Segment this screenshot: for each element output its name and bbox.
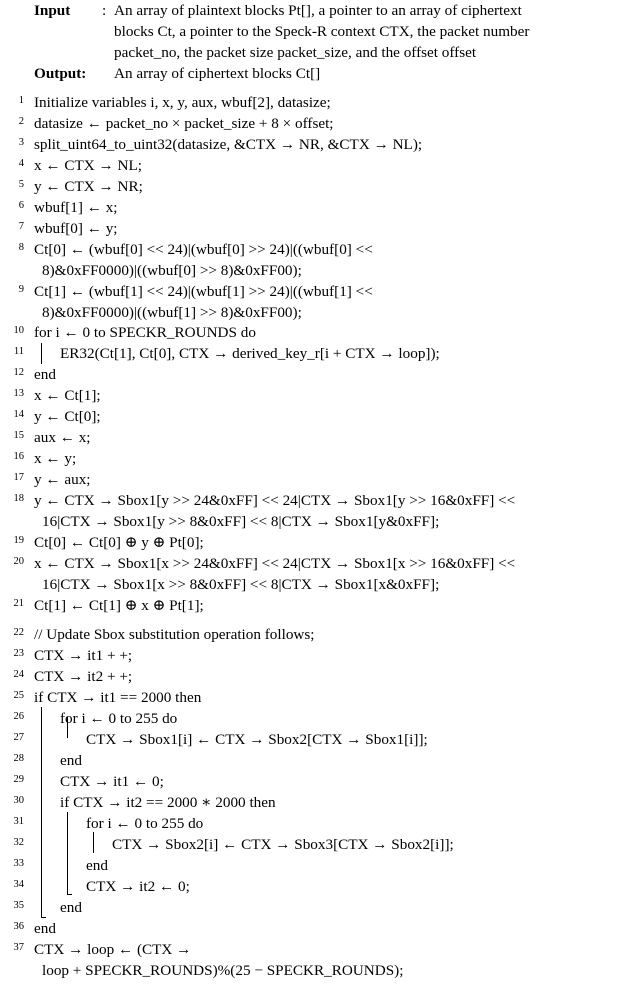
line-number: 5 [18, 179, 24, 190]
line-text: aux ← x; [34, 429, 91, 446]
output-label: Output: [34, 65, 87, 82]
line-text: x ← y; [34, 450, 77, 467]
line-number: 33 [13, 858, 24, 869]
line-text: end [34, 366, 56, 383]
algorithm-line [0, 448, 624, 469]
line-number: 35 [13, 900, 24, 911]
inner-if-block-bar [67, 812, 68, 894]
algorithm-line [0, 218, 624, 239]
line-number: 31 [13, 816, 24, 827]
algorithm-line [0, 176, 624, 197]
line-number: 25 [13, 690, 24, 701]
line-text: end [60, 899, 82, 916]
algorithm-line [0, 750, 624, 771]
algorithm-line [0, 960, 624, 981]
line-number: 3 [18, 137, 24, 148]
line-text: loop + SPECKR_ROUNDS)%(25 − SPECKR_ROUNDS); [42, 962, 404, 979]
line-text: CTX → Sbox2[i] ← CTX → Sbox3[CTX → Sbox2[i]]; [112, 836, 454, 853]
algorithm-line [0, 343, 624, 364]
line-text: split_uint64_to_uint32(datasize, &CTX → NR, &CTX → NL); [34, 136, 423, 153]
algorithm-line [0, 490, 624, 511]
algorithm-line [0, 792, 624, 813]
line-number: 11 [13, 346, 24, 357]
algorithm-figure: Input : An array of plaintext blocks Pt[], a pointer to an array of ciphertext blocks Ct, a pointer to the Speck-R context CTX, the packet number packet_no, the packet size packet_size, and the offset offset Output: An array of ciphertext blocks Ct[] 1 Initialize variables i, x, y, aux, wbuf[2], datasize; 2 datasize ← packet_no × packet_size + 8 × offset; 3 split_uint64_to_uint32(datasize, &CTX → NR, &CTX → NL); 4 x ← CTX → NL; 5 y ← CTX → NR; 6 wbuf[1] ← x; 7 wbuf[0] ← y; 8 Ct[0] ← (wbuf[0] << 24)|(wbuf[0] >> 24)|((wbuf[0] << 8)&0xFF0000)|((wbuf[0] >> 8)&0xFF00); 9 Ct[1] ← (wbuf[1] << 24)|(wbuf[1] >> 24)|((wbuf[1] << 8)&0xFF0000)|((wbuf[1] >> 8)&0xFF00); 10 for i ← 0 to SPECKR_ROUNDS do 11 ER32(Ct[1], Ct[0], CTX → derived_key_r[i + CTX → loop]); 12 end 13 x ← Ct[1]; 14 y ← Ct[0]; 15 aux ← x; 16 x ← y; 17 y ← aux; 18 y ← CTX → Sbox1[y >> 24&0xFF] << 24|CTX → Sbox1[y >> 16&0xFF] << 16|CTX → Sbox1[y >> 8&0xFF] << 8|CTX → Sbox1[y&0xFF]; 19 Ct[0] ← Ct[0] ⊕ y ⊕ Pt[0]; 20 x ← CTX → Sbox1[x >> 24&0xFF] << 24|CTX → Sbox1[x >> 16&0xFF] << 16|CTX → Sbox1[x >> 8&0xFF] << 8|CTX → Sbox1[x&0xFF]; 21 Ct[1] ← Ct[1] ⊕ x ⊕ Pt[1]; 22 // Update Sbox substitution operation follows; 23 CTX → it1 + +; 24 CTX → it2 + +; 25 if CTX → it1 == 2000 then 26 for i ← 0 to 255 do 27 CTX → Sbox1[i] ← CTX → Sbox2[CTX → Sbox1[i]]; 28 end 29 CTX → it1 ← 0; 30 if CTX → it2 == 2000 ∗ 2000 then 31 for i ← 0 to 255 do 32 CTX → Sbox2[i] ← CTX → Sbox3[CTX → Sbox2[i]]; 33 end 34 CTX → it2 ← 0; 35 end 36 end 37 CTX → loop ← (CTX → loop + SPECKR_ROUNDS)%(25 − SPECKR_ROUNDS); [0, 0, 624, 985]
line-text: end [60, 752, 82, 769]
algorithm-line [0, 771, 624, 792]
line-number: 21 [13, 598, 24, 609]
line-text: Ct[0] ← (wbuf[0] << 24)|(wbuf[0] >> 24)|((wbuf[0] << [34, 241, 373, 258]
input-text-line-3: packet_no, the packet size packet_size, and the offset offset [114, 43, 477, 61]
input-text-line-2: blocks Ct, a pointer to the Speck-R context CTX, the packet number [114, 22, 530, 40]
algorithm-line [0, 666, 624, 687]
algorithm-line [0, 511, 624, 532]
line-text: CTX → it2 + +; [34, 668, 133, 685]
line-number: 24 [13, 669, 24, 680]
line-text: Ct[0] ← Ct[0] ⊕ y ⊕ Pt[0]; [34, 534, 204, 551]
inner-for-block-bar-1 [67, 717, 68, 738]
line-text: Ct[1] ← (wbuf[1] << 24)|(wbuf[1] >> 24)|((wbuf[1] << [34, 283, 373, 300]
algorithm-line [0, 92, 624, 113]
line-text: Ct[1] ← Ct[1] ⊕ x ⊕ Pt[1]; [34, 597, 204, 614]
line-text: ER32(Ct[1], Ct[0], CTX → derived_key_r[i + CTX → loop]); [60, 345, 440, 362]
line-number: 6 [18, 200, 24, 211]
line-number: 7 [18, 221, 24, 232]
line-number: 28 [13, 753, 24, 764]
line-text: x ← CTX → Sbox1[x >> 24&0xFF] << 24|CTX → Sbox1[x >> 16&0xFF] << [34, 555, 516, 572]
line-number: 4 [18, 158, 24, 169]
algorithm-line [0, 197, 624, 218]
line-text: 16|CTX → Sbox1[x >> 8&0xFF] << 8|CTX → Sbox1[x&0xFF]; [42, 576, 440, 593]
line-text: x ← CTX → NL; [34, 157, 142, 174]
line-number: 19 [13, 535, 24, 546]
line-number: 22 [13, 627, 24, 638]
line-number: 18 [13, 493, 24, 504]
line-text: 8)&0xFF0000)|((wbuf[0] >> 8)&0xFF00); [42, 262, 302, 279]
algorithm-line [0, 239, 624, 260]
algorithm-line [0, 897, 624, 918]
line-number: 15 [13, 430, 24, 441]
line-text: wbuf[0] ← y; [34, 220, 118, 237]
algorithm-line [0, 687, 624, 708]
line-number: 36 [13, 921, 24, 932]
line-number: 10 [13, 325, 24, 336]
algorithm-line [0, 281, 624, 302]
algorithm-line [0, 553, 624, 574]
line-text: CTX → loop ← (CTX → [34, 941, 192, 958]
input-text-line-1: An array of plaintext blocks Pt[], a pointer to an array of ciphertext [114, 2, 522, 19]
line-text: end [34, 920, 56, 937]
line-number: 12 [13, 367, 24, 378]
line-text: CTX → it1 + +; [34, 647, 133, 664]
line-text: y ← Ct[0]; [34, 408, 101, 425]
algorithm-line [0, 574, 624, 595]
inner-for-block-bar-2 [93, 832, 94, 853]
algorithm-line [0, 729, 624, 750]
line-text: y ← CTX → Sbox1[y >> 24&0xFF] << 24|CTX → Sbox1[y >> 16&0xFF] << [34, 492, 516, 509]
algorithm-line [0, 595, 624, 616]
algorithm-line [0, 155, 624, 176]
line-text: if CTX → it2 == 2000 ∗ 2000 then [60, 794, 276, 811]
output-text: An array of ciphertext blocks Ct[] [114, 65, 321, 82]
line-number: 34 [13, 879, 24, 890]
line-number: 14 [13, 409, 24, 420]
algorithm-line [0, 302, 624, 323]
line-text: for i ← 0 to 255 do [86, 815, 204, 832]
line-text: if CTX → it1 == 2000 then [34, 689, 202, 706]
algorithm-line [0, 939, 624, 960]
line-number: 9 [18, 284, 24, 295]
algorithm-line [0, 427, 624, 448]
algorithm-line [0, 855, 624, 876]
algorithm-line [0, 918, 624, 939]
line-number: 13 [13, 388, 24, 399]
algorithm-line [0, 113, 624, 134]
algorithm-line [0, 406, 624, 427]
line-text: 16|CTX → Sbox1[y >> 8&0xFF] << 8|CTX → Sbox1[y&0xFF]; [42, 513, 440, 530]
line-text: y ← CTX → NR; [34, 178, 143, 195]
line-text: for i ← 0 to SPECKR_ROUNDS do [34, 324, 256, 341]
input-label: Input [34, 2, 71, 19]
line-text: datasize ← packet_no × packet_size + 8 × offset; [34, 115, 334, 132]
algorithm-line [0, 813, 624, 834]
algorithm-line [0, 364, 624, 385]
line-number: 17 [13, 472, 24, 483]
line-number: 2 [18, 116, 24, 127]
algorithm-line [0, 134, 624, 155]
line-text: 8)&0xFF0000)|((wbuf[1] >> 8)&0xFF00); [42, 304, 302, 321]
line-number: 1 [18, 95, 24, 106]
line-number: 37 [13, 942, 24, 953]
if-block-bar [41, 707, 42, 917]
line-text: CTX → Sbox1[i] ← CTX → Sbox2[CTX → Sbox1[i]]; [86, 731, 428, 748]
line-number: 32 [13, 837, 24, 848]
line-text: end [86, 857, 108, 874]
line-number: 30 [13, 795, 24, 806]
line-number: 29 [13, 774, 24, 785]
algorithm-line [0, 260, 624, 281]
line-text: // Update Sbox substitution operation follows; [34, 626, 315, 643]
algorithm-line [0, 645, 624, 666]
input-text [114, 1, 620, 63]
line-text: for i ← 0 to 255 do [60, 710, 178, 727]
algorithm-line [0, 532, 624, 553]
line-text: y ← aux; [34, 471, 91, 488]
line-text: x ← Ct[1]; [34, 387, 101, 404]
for-block-bar [41, 343, 42, 364]
algorithm-line [0, 876, 624, 897]
algorithm-line [0, 322, 624, 343]
line-number: 23 [13, 648, 24, 659]
algorithm-line [0, 708, 624, 729]
algorithm-line [0, 624, 624, 645]
line-text: Initialize variables i, x, y, aux, wbuf[2], datasize; [34, 94, 331, 111]
line-number: 27 [13, 732, 24, 743]
line-text: CTX → it2 ← 0; [86, 878, 190, 895]
algorithm-line [0, 469, 624, 490]
algorithm-line [0, 385, 624, 406]
line-number: 8 [18, 242, 24, 253]
line-text: CTX → it1 ← 0; [60, 773, 164, 790]
line-number: 16 [13, 451, 24, 462]
line-number: 26 [13, 711, 24, 722]
line-number: 20 [13, 556, 24, 567]
line-text: wbuf[1] ← x; [34, 199, 118, 216]
